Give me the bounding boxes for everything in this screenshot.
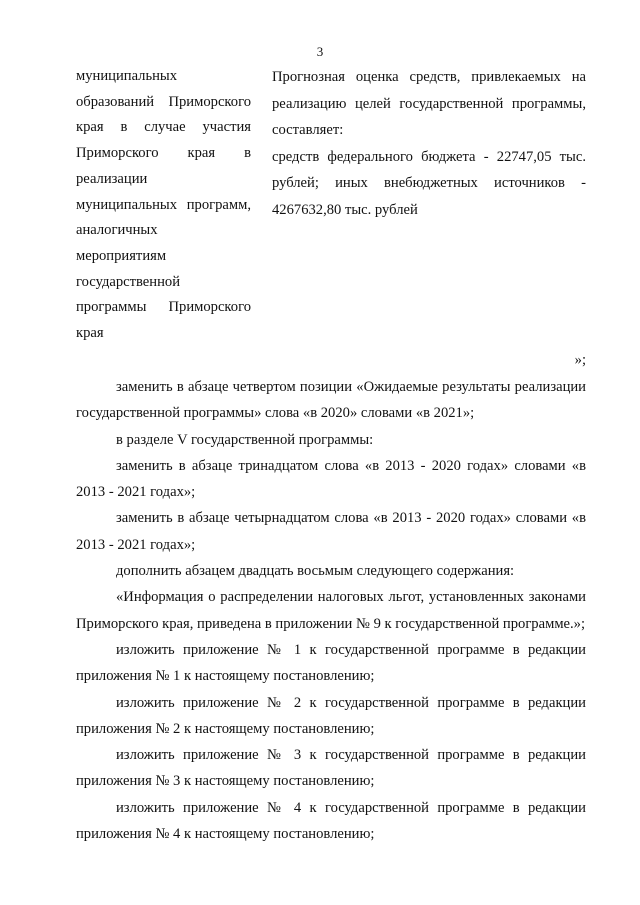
table-left-cell — [76, 64, 251, 347]
left-cell-line: Приморского края в — [76, 145, 251, 162]
body-paragraph: изложить приложение № 1 к государственной программе в редакции приложения № 1 к настоящему постановлению; — [76, 641, 586, 685]
left-cell-line: мероприятиям — [76, 247, 167, 264]
closing-quote-mark: »; — [574, 352, 586, 368]
left-cell-line: муниципальных программ, — [76, 196, 251, 213]
body-paragraph: в разделе V государственной программы: — [116, 431, 374, 448]
body-paragraph: изложить приложение № 4 к государственной программе в редакции приложения № 4 к настоящему постановлению; — [76, 799, 586, 843]
body-paragraph: дополнить абзацем двадцать восьмым следующего содержания: — [116, 563, 515, 580]
left-cell-line: муниципальных — [76, 68, 178, 84]
page-number: 3 — [316, 44, 324, 59]
body-paragraph: заменить в абзаце тринадцатом слова «в 2013 - 2020 годах» словами «в 2013 - 2021 годах»; — [76, 457, 586, 501]
left-cell-line: края в случае участия — [76, 119, 251, 136]
left-cell-line: аналогичных — [76, 222, 158, 239]
body-paragraph: изложить приложение № 2 к государственной программе в редакции приложения № 2 к настоящему постановлению; — [76, 694, 586, 737]
right-cell-paragraph: Прогнозная оценка средств, привлекаемых на реализацию целей государственной программы, составляет: — [272, 69, 586, 138]
document-body — [76, 374, 586, 847]
table-right-cell — [272, 64, 586, 347]
left-cell-line: реализации — [76, 170, 148, 187]
program-table-fragment — [76, 64, 586, 347]
body-paragraph: заменить в абзаце четвертом позиции «Ожидаемые результаты реализации государственной программы» слова «в 2020» словами «в 2021»; — [76, 379, 586, 422]
body-paragraph: заменить в абзаце четырнадцатом слова «в 2013 - 2020 годах» словами «в 2013 - 2021 годах»; — [76, 510, 586, 553]
left-cell-line: программы Приморского — [76, 299, 251, 316]
left-cell-line: края — [76, 325, 104, 342]
right-cell-paragraph: средств федерального бюджета - 22747,05 тыс. рублей; иных внебюджетных источников - 4267632,80 тыс. рублей — [272, 148, 586, 218]
left-cell-line: государственной — [76, 273, 181, 290]
body-paragraph: «Информация о распределении налоговых льгот, установленных законами Приморского края, приведена в приложении № 9 к государственной программе.»; — [76, 589, 586, 632]
body-paragraph: изложить приложение № 3 к государственной программе в редакции приложения № 3 к настоящему постановлению; — [76, 747, 586, 790]
left-cell-line: образований Приморского — [76, 93, 251, 110]
